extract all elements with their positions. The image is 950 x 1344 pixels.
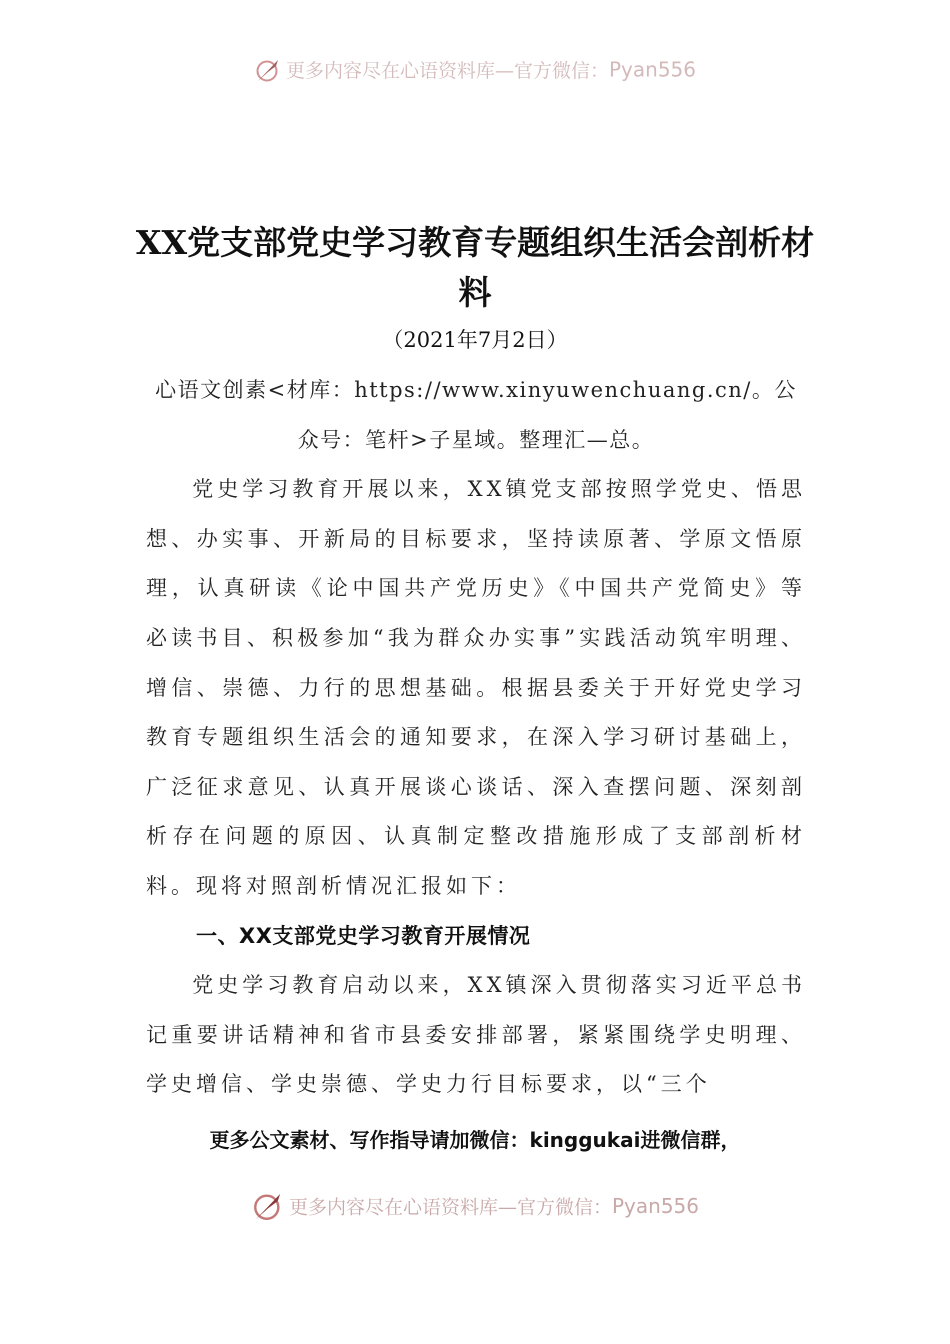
watermark-text: 更多内容尽在心语资料库: [285, 60, 495, 82]
document-title: XX党支部党史学习教育专题组织生活会剖析材料: [135, 223, 815, 312]
watermark-separator: —官方微信：: [494, 60, 609, 82]
watermark-text: 更多内容尽在心语资料库: [288, 1196, 498, 1219]
quill-logo-icon: [251, 1190, 285, 1222]
watermark-account: Pyan556: [612, 1194, 700, 1218]
document-date: （2021年7月2日）: [382, 328, 568, 352]
watermark-footer: [0, 1190, 950, 1222]
source-line: 心语文创素<材库：https://www.xinyuwenchuang.cn/。公众号：笔杆>子星域。整理汇—总。: [155, 378, 797, 452]
quill-logo-icon: [254, 57, 282, 83]
promo-line: 更多公文素材、写作指导请加微信：kinggukai进微信群，: [209, 1128, 741, 1152]
watermark-separator: —官方微信：: [497, 1196, 612, 1219]
document-body: [146, 366, 806, 1110]
paragraph-section-1: 党史学习教育启动以来，XX镇深入贯彻落实习近平总书记重要讲话精神和省市县委安排部署，紧紧围绕学史明理、学史增信、学史崇德、学史力行目标要求，以“三个: [146, 973, 806, 1097]
section-heading: 一、XX支部党史学习教育开展情况: [196, 923, 531, 948]
watermark-header: [0, 56, 950, 83]
paragraph-intro: 党史学习教育开展以来，XX镇党支部按照学党史、悟思想、办实事、开新局的目标要求，坚持读原著、学原文悟原理，认真研读《论中国共产党历史》《中国共产党简史》等必读书目、积极参加“我为群众办实事”实践活动筑牢明理、增信、崇德、力行的思想基础。根据县委关于开好党史学习教育专题组织生活会的通知要求，在深入学习研讨基础上，广泛征求意见、认真开展谈心谈话、深入查摆问题、深刻剖析存在问题的原因、认真制定整改措施形成了支部剖析材料。现将对照剖析情况汇报如下：: [146, 477, 806, 898]
watermark-account: Pyan556: [609, 57, 697, 82]
